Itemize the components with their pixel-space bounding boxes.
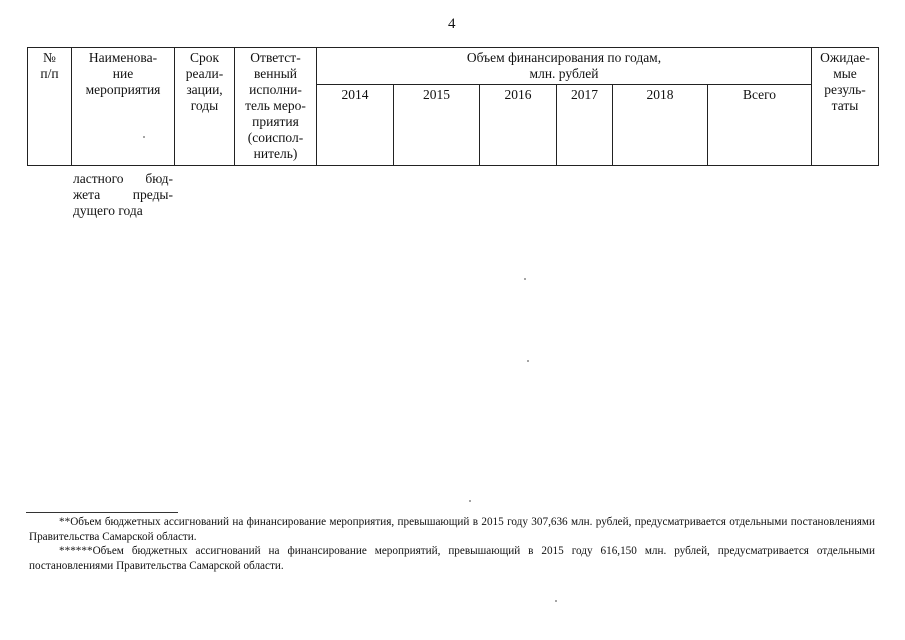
footnote-1: **Объем бюджетных ассигнований на финансирование мероприятия, превышающий в 2015 году 307,636 млн. рублей, предусматривается отдельными постановлениями Правительства Самарской области.	[29, 516, 875, 543]
footnote-2: ******Объем бюджетных ассигнований на финансирование мероприятий, превышающий в 2015 году 616,150 млн. рублей, предусматривается отдельными постановлениями Правительства Самарской области.	[29, 545, 875, 572]
name-continuation	[73, 171, 173, 219]
header-year-2014: 2014	[317, 85, 394, 166]
header-responsible: Ответст- венный исполни- тель меро- приятия (соиспол- нитель)	[235, 48, 317, 166]
header-year-2015: 2015	[394, 85, 480, 166]
header-financing: Объем финансирования по годам, млн. рублей	[317, 48, 812, 85]
footnote-separator	[26, 512, 178, 513]
header-term: Срок реали- зации, годы	[175, 48, 235, 166]
scan-speck	[555, 600, 557, 602]
header-results: Ожидае- мые резуль- таты	[812, 48, 879, 166]
scan-speck	[469, 500, 471, 502]
page-number: 4	[448, 16, 456, 32]
scan-speck	[527, 360, 529, 362]
header-year-2018: 2018	[613, 85, 708, 166]
header-total: Всего	[708, 85, 812, 166]
continuation-line: ластного бюд-	[73, 171, 173, 186]
header-year-2016: 2016	[480, 85, 557, 166]
scan-speck	[143, 136, 145, 138]
financing-table	[27, 47, 879, 166]
header-name: Наименова- ние мероприятия	[72, 48, 175, 166]
continuation-line: жета преды-	[73, 187, 173, 202]
continuation-line: дущего года	[73, 203, 143, 218]
header-year-2017: 2017	[557, 85, 613, 166]
header-number: № п/п	[28, 48, 72, 166]
scan-speck	[524, 278, 526, 280]
